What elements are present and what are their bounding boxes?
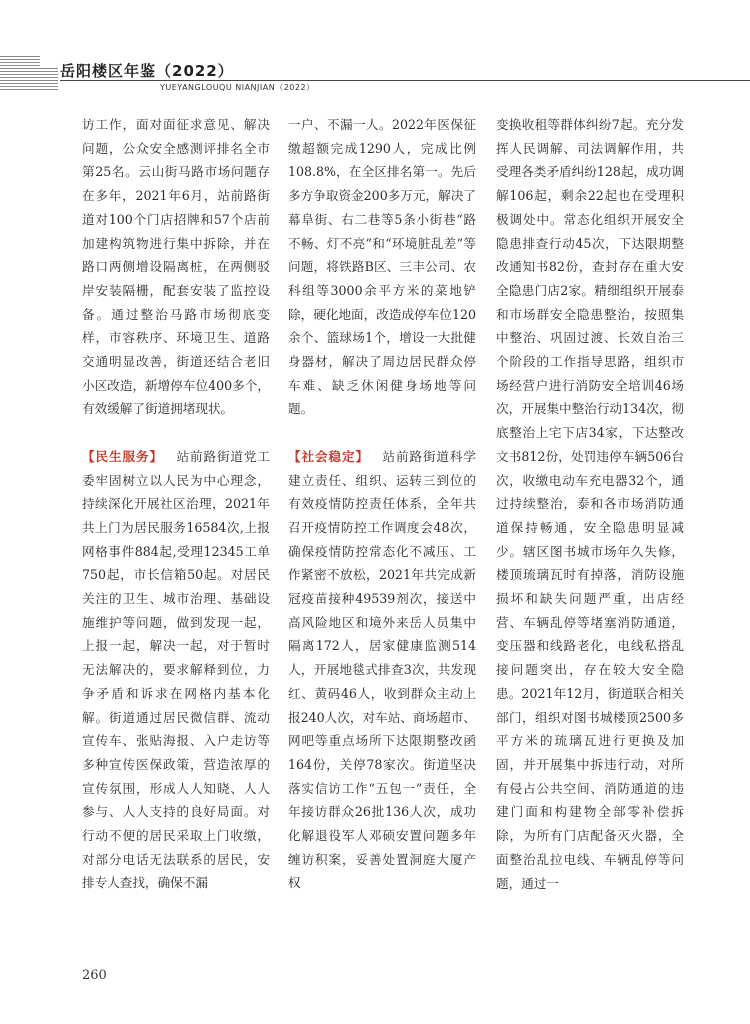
paragraph <box>288 445 476 895</box>
paragraph: 访工作，面对面征求意见、解决问题，公众安全感测评排名全市第25名。云山街马路市场问题存在多年，2021年6月，站前路街道对100个门店招牌和57个店前加建构筑物进行集中拆除，并在路口两侧增设隔离桩，在两侧驳岸安装隔栅，配套安装了监控设备。通过整治马路市场彻底变样，市容秩序、环境卫生、道路交通明显改善，街道还结合老旧小区改造，新增停车位400多个，有效缓解了街道拥堵现状。 <box>82 117 270 417</box>
paragraph-body: 站前路街道科学建立责任、组织、运转三到位的有效疫情防控责任体系，全年共召开疫情防控工作调度会48次，确保疫情防控常态化不减压、工作紧密不放松，2021年共完成新冠疫苗接种49539剂次，接送中高风险地区和境外来岳人员集中隔离172人，居家健康监测514人，开展地毯式排查3次，共发现红、黄码46人，收到群众主动上报240人次，对车站、商场超市、网吧等重点场所下达限期整改函164份，关停78家次。街道坚决落实信访工作“五包一”责任，全年接访群众26批136人次，成功化解退役军人邓硕安置问题多年缠访积案，妥善处置洞庭大厦产权 <box>288 448 477 891</box>
paragraph: 一户、不漏一人。2022年医保征缴超额完成1290人，完成比例108.8%，在全区排名第一。先后多方争取资金200多万元，解决了幕阜街、右二巷等5条小街巷“路不畅、灯不亮”和“环境脏乱差”等问题，将铁路B区、三丰公司、农科组等3000余平方米的菜地铲除，硬化地面，改造成停车位120余个、篮球场1个，增设一大批健身器材，解决了周边居民群众停车难、缺乏休闲健身场地等问题。 <box>288 117 476 417</box>
header-stripes-decoration-small <box>40 68 58 90</box>
text-column-3 <box>496 113 684 895</box>
text-column-2 <box>288 113 476 895</box>
running-title: 岳阳楼区年鉴（2022） <box>60 62 234 80</box>
header-stripes-decoration <box>0 56 40 90</box>
page-header <box>0 56 750 96</box>
text-column-1 <box>82 113 270 895</box>
paragraph: 变换收租等群体纠纷7起。充分发挥人民调解、司法调解作用，共受理各类矛盾纠纷128起，成功调解106起，剩余22起也在受理积极调处中。常态化组织开展安全隐患排查行动45次，下达限期整改通知书82份，查封存在重大安全隐患门店2家。精细组织开展泰和市场群安全隐患整治，按照集中整治、巩固过渡、长效自治三个阶段的工作指导思路，组织市场经营户进行消防安全培训46场次，开展集中整治行动134次，彻底整治上宅下店34家，下达整改文书812份，处罚违停车辆506台次，收缴电动车充电器32个，通过持续整治，泰和各市场消防通道保持畅通，安全隐患明显减少。辖区图书城市场年久失修，楼顶琉璃瓦时有掉落，消防设施损坏和缺失问题严重，出店经营、车辆乱停等堵塞消防通道，变压器和线路老化，电线私搭乱接问题突出，存在较大安全隐患。2021年12月，街道联合相关部门，组织对图书城楼顶2500多平方米的琉璃瓦进行更换及加固，并开展集中拆违行动，对所有侵占公共空间、消防通道的违建门面和构建物全部零补偿拆除，为所有门店配备灭火器，全面整治乱拉电线、车辆乱停等问题，通过一 <box>496 117 684 891</box>
section-heading-stability: 【社会稳定】 <box>288 448 369 464</box>
header-rule <box>60 80 750 81</box>
page-number: 260 <box>82 968 107 983</box>
paragraph <box>82 445 270 895</box>
paragraph-body: 站前路街道党工委牢固树立以人民为中心理念，持续深化开展社区治理，2021年共上门为居民服务16584次,上报网格事件884起,受理12345工单750起，市长信箱50起。对居民关注的卫生、城市治理、基础设施维护等问题，做到发现一起，上报一起，解决一起，对于暂时无法解决的，要求解释到位，力争矛盾和诉求在网格内基本化解。街道通过居民微信群、流动宣传车、张贴海报、入户走访等多种宣传医保政策，营造浓厚的宣传氛围，形成人人知晓、人人参与、人人支持的良好局面。对行动不便的居民采取上门收缴，对部分电话无法联系的居民，安排专人查找，确保不漏 <box>82 448 271 891</box>
section-heading-livelihood: 【民生服务】 <box>82 448 163 464</box>
running-subtitle: YUEYANGLOUQU NIANJIAN（2022） <box>160 83 315 92</box>
